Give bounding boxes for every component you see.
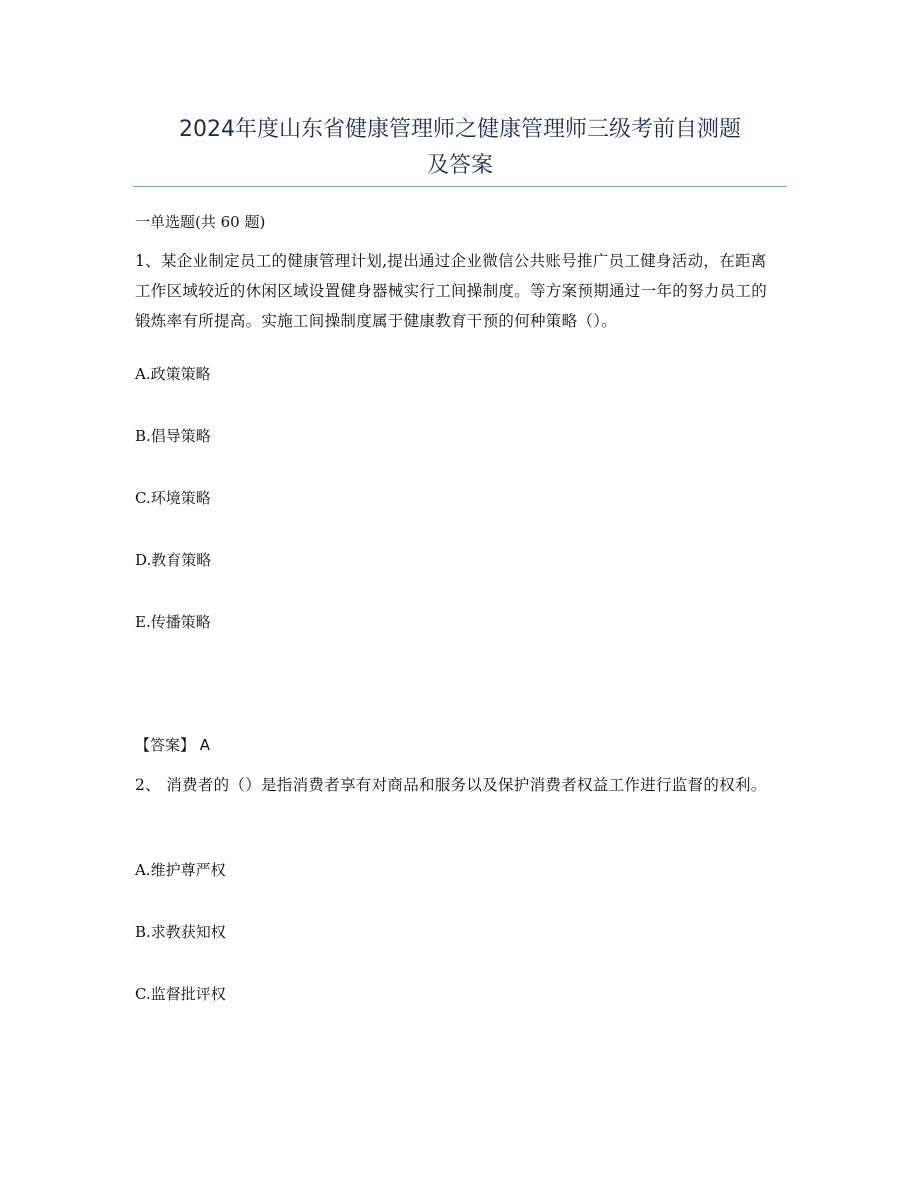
title-divider [133,186,787,187]
question-2-stem: 2、 消费者的（）是指消费者享有对商品和服务以及保护消费者权益工作进行监督的权利。 [135,776,767,794]
question-1-answer: 【答案】 A [135,736,211,754]
question-2-option-a: A.维护尊严权 [135,861,226,879]
question-1-option-a: A.政策策略 [135,365,211,383]
question-1-option-c: C.环境策略 [135,489,211,507]
question-1-option-d: D.教育策略 [135,551,212,569]
question-1-stem: 1、某企业制定员工的健康管理计划,提出通过企业微信公共账号推广员工健身活动，在距离工作区域较近的休闲区域设置健身器械实行工间操制度。等方案预期通过一年的努力员工的锻炼率有所提高。实施工间操制度属于健康教育干预的何种策略（）。 [135,252,768,330]
question-1-option-b: B.倡导策略 [135,427,211,445]
document-title-line-1: 2024年度山东省健康管理师之健康管理师三级考前自测题 [179,117,741,142]
question-1-option-e: E.传播策略 [135,613,211,631]
question-2-option-b: B.求教获知权 [135,923,226,941]
document-title-line-2: 及答案 [426,153,493,178]
question-2-option-c: C.监督批评权 [135,985,226,1003]
section-header: 一单选题(共 60 题) [135,213,266,231]
